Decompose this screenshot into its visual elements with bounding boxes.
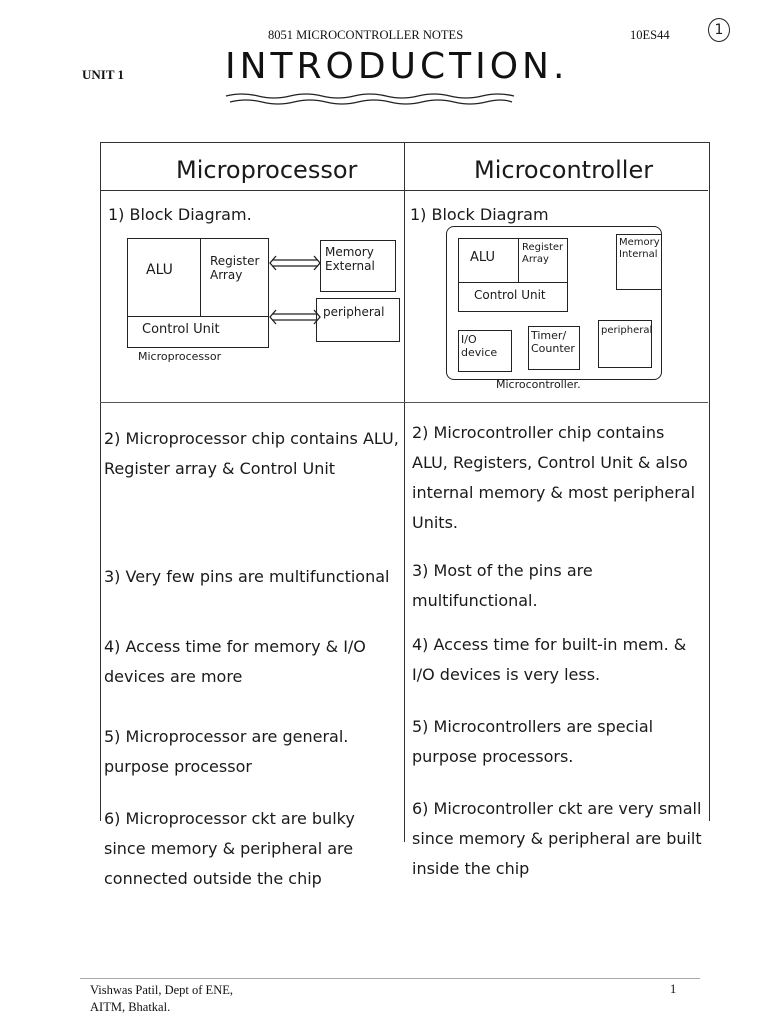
course-code: 10ES44 (630, 28, 670, 42)
control-unit-label: Control Unit (142, 322, 220, 337)
left-block-title: 1) Block Diagram. (108, 205, 252, 224)
page-heading: INTRODUCTION. (225, 46, 569, 87)
register-array-label: Register Array (210, 254, 260, 282)
mc-io-box: I/O device (458, 330, 512, 372)
left-point-6: 6) Microprocessor ckt are bulky since memory & peripheral are connected outside the chip (104, 809, 355, 888)
mc-memory-box: Memory Internal (616, 234, 662, 290)
right-block-title: 1) Block Diagram (410, 205, 549, 224)
bus-arrows-icon (268, 250, 322, 330)
footer-divider (80, 978, 700, 979)
mc-control-unit-label: Control Unit (474, 288, 546, 302)
footer-author (90, 982, 233, 1016)
column-header-microprocessor: Microprocessor (176, 156, 358, 184)
table-column-divider (404, 142, 405, 842)
left-point-4: 4) Access time for memory & I/O devices are more (104, 637, 366, 686)
page-number: 1 (670, 982, 677, 996)
right-diagram-caption: Microcontroller. (496, 378, 581, 391)
left-diagram-caption: Microprocessor (138, 350, 222, 363)
heading-underline (222, 92, 522, 106)
alu-label: ALU (146, 262, 173, 278)
row-divider (100, 402, 708, 403)
right-point-5: 5) Microcontrollers are special purpose processors. (412, 717, 654, 766)
left-point-5: 5) Microprocessor are general. purpose processor (104, 727, 349, 776)
mc-register-label: Register Array (522, 242, 564, 265)
footer-author-line-1: Vishwas Patil, Dept of ENE, (90, 983, 233, 997)
left-point-2: 2) Microprocessor chip contains ALU, Register array & Control Unit (104, 429, 399, 478)
unit-label: UNIT 1 (82, 67, 125, 82)
right-point-3: 3) Most of the pins are multifunctional. (412, 561, 593, 610)
memory-external-box: Memory External (320, 240, 396, 292)
right-point-6: 6) Microcontroller ckt are very small since memory & peripheral are built inside the chip (412, 799, 702, 878)
page-mark: 1 (708, 18, 730, 42)
peripheral-box: peripheral (316, 298, 400, 342)
mc-timer-box: Timer/ Counter (528, 326, 580, 370)
mc-alu-label: ALU (470, 250, 496, 265)
left-point-3: 3) Very few pins are multifunctional (104, 567, 390, 586)
column-header-microcontroller: Microcontroller (474, 156, 654, 184)
footer-author-line-2: AITM, Bhatkal. (90, 1000, 171, 1014)
right-point-2: 2) Microcontroller chip contains ALU, Registers, Control Unit & also internal memory & most peripheral Units. (412, 423, 696, 532)
right-point-4: 4) Access time for built-in mem. & I/O devices is very less. (412, 635, 687, 684)
mc-peripheral-box: peripheral (598, 320, 652, 368)
header-title: 8051 MICROCONTROLLER NOTES (268, 28, 464, 42)
